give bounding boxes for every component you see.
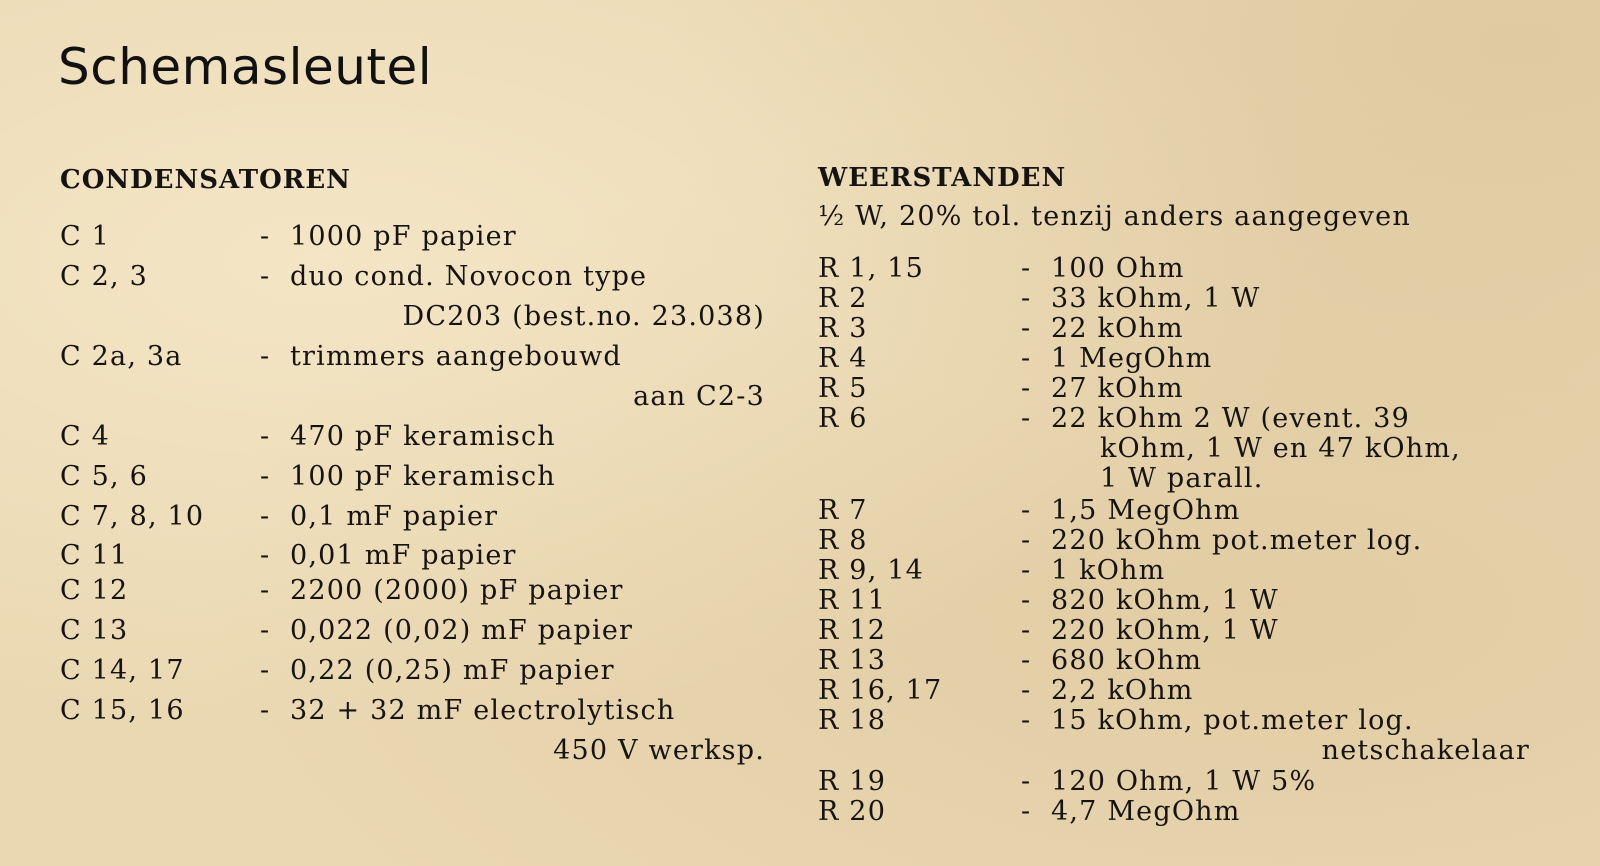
component-desc: duo cond. Novocon type	[290, 261, 648, 292]
component-desc: 0,22 (0,25) mF papier	[290, 655, 615, 686]
component-code: R 13	[818, 645, 887, 676]
dash: -	[260, 501, 271, 532]
component-desc: 32 + 32 mF electrolytisch	[290, 695, 676, 726]
dash: -	[260, 695, 271, 726]
dash: -	[260, 221, 271, 252]
component-desc: 0,01 mF papier	[290, 540, 517, 571]
dash: -	[1021, 283, 1032, 314]
weerstanden-heading: WEERSTANDEN	[818, 163, 1067, 193]
dash: -	[260, 421, 271, 452]
component-desc: 2,2 kOhm	[1051, 675, 1194, 706]
dash: -	[260, 655, 271, 686]
component-desc: 1 MegOhm	[1051, 343, 1213, 374]
component-code: R 4	[818, 343, 868, 374]
dash: -	[260, 261, 271, 292]
dash: -	[260, 341, 271, 372]
component-code: C 1	[60, 221, 111, 252]
component-desc: 4,7 MegOhm	[1051, 796, 1241, 827]
component-desc: 100 pF keramisch	[290, 461, 556, 492]
dash: -	[1021, 495, 1032, 526]
component-code: C 2a, 3a	[60, 341, 183, 372]
dash: -	[1021, 403, 1032, 434]
page-title: Schemasleutel	[58, 38, 433, 96]
component-desc-continuation: kOhm, 1 W en 47 kOhm,	[1100, 433, 1461, 464]
dash: -	[1021, 253, 1032, 284]
component-desc: 22 kOhm	[1051, 313, 1184, 344]
dash: -	[260, 615, 271, 646]
component-desc: 1,5 MegOhm	[1051, 495, 1241, 526]
component-code: R 5	[818, 373, 868, 404]
component-desc: trimmers aangebouwd	[290, 341, 622, 372]
component-code: R 12	[818, 615, 887, 646]
component-desc-continuation: 450 V werksp.	[553, 735, 765, 766]
dash: -	[1021, 705, 1032, 736]
component-desc: 220 kOhm, 1 W	[1051, 615, 1279, 646]
dash: -	[1021, 645, 1032, 676]
component-code: R 6	[818, 403, 868, 434]
component-desc: 120 Ohm, 1 W 5%	[1051, 766, 1317, 797]
component-desc-continuation: netschakelaar	[1321, 735, 1530, 766]
component-code: C 12	[60, 575, 129, 606]
condensatoren-heading: CONDENSATOREN	[60, 165, 351, 195]
dash: -	[1021, 555, 1032, 586]
component-code: R 9, 14	[818, 555, 925, 586]
component-code: C 7, 8, 10	[60, 501, 205, 532]
component-desc: 33 kOhm, 1 W	[1051, 283, 1261, 314]
component-code: C 13	[60, 615, 129, 646]
dash: -	[1021, 525, 1032, 556]
component-code: C 14, 17	[60, 655, 185, 686]
dash: -	[260, 540, 271, 571]
dash: -	[1021, 585, 1032, 616]
component-desc-continuation: DC203 (best.no. 23.038)	[402, 301, 765, 332]
component-desc: 22 kOhm 2 W (event. 39	[1051, 403, 1411, 434]
component-desc: 2200 (2000) pF papier	[290, 575, 624, 606]
dash: -	[1021, 343, 1032, 374]
component-code: R 3	[818, 313, 868, 344]
component-code: C 11	[60, 540, 129, 571]
component-code: C 15, 16	[60, 695, 185, 726]
component-desc: 220 kOhm pot.meter log.	[1051, 525, 1423, 556]
component-code: R 19	[818, 766, 887, 797]
component-desc: 27 kOhm	[1051, 373, 1184, 404]
dash: -	[1021, 675, 1032, 706]
component-code: R 20	[818, 796, 887, 827]
dash: -	[1021, 615, 1032, 646]
component-desc: 470 pF keramisch	[290, 421, 556, 452]
component-code: R 7	[818, 495, 868, 526]
component-desc: 0,022 (0,02) mF papier	[290, 615, 634, 646]
weerstanden-subtitle: ½ W, 20% tol. tenzij anders aangegeven	[818, 201, 1411, 232]
component-desc-continuation: aan C2-3	[633, 381, 765, 412]
component-desc: 100 Ohm	[1051, 253, 1185, 284]
component-desc: 820 kOhm, 1 W	[1051, 585, 1279, 616]
component-code: C 5, 6	[60, 461, 148, 492]
component-code: C 2, 3	[60, 261, 148, 292]
dash: -	[1021, 796, 1032, 827]
dash: -	[1021, 313, 1032, 344]
component-code: R 16, 17	[818, 675, 943, 706]
component-desc: 1 kOhm	[1051, 555, 1166, 586]
component-code: R 2	[818, 283, 868, 314]
component-code: R 11	[818, 585, 887, 616]
component-desc: 680 kOhm	[1051, 645, 1203, 676]
component-desc: 15 kOhm, pot.meter log.	[1051, 705, 1414, 736]
dash: -	[260, 575, 271, 606]
dash: -	[1021, 766, 1032, 797]
component-code: C 4	[60, 421, 111, 452]
component-code: R 8	[818, 525, 868, 556]
dash: -	[1021, 373, 1032, 404]
dash: -	[260, 461, 271, 492]
component-code: R 18	[818, 705, 887, 736]
component-desc-continuation: 1 W parall.	[1100, 463, 1264, 494]
component-desc: 1000 pF papier	[290, 221, 517, 252]
component-desc: 0,1 mF papier	[290, 501, 499, 532]
component-code: R 1, 15	[818, 253, 925, 284]
